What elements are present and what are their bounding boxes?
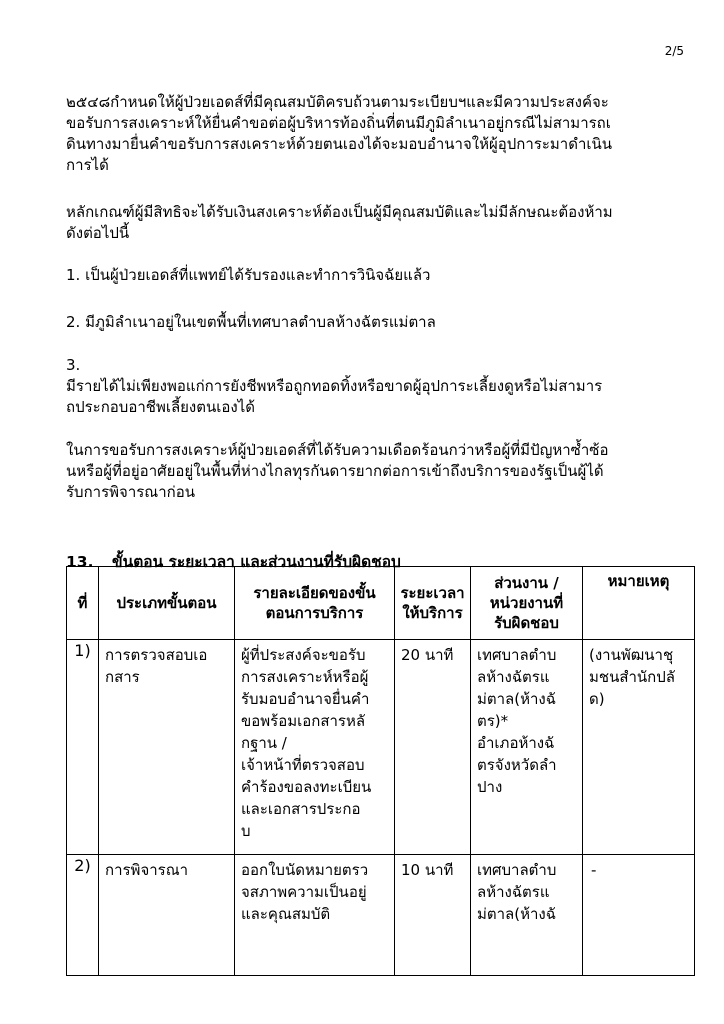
paragraph-priority [66,440,686,503]
text-line: ในการขอรับการสงเคราะห์ผู้ป่วยเอดส์ที่ได้รับความเดือดร้อนกว่าหรือผู้ที่มีปัญหาซ้ำซ้อ [66,441,609,459]
text-line: ๒๕๔๘กำหนดให้ผู้ป่วยเอดส์ที่มีคุณสมบัติครบถ้วนตามระเบียบฯและมีความประสงค์จะ [66,93,609,111]
paragraph-criteria [66,202,686,244]
cell-line: 10 นาที [401,861,454,879]
cell-line: ออกใบนัดหมายตรว [241,861,369,879]
row-number: 1) [74,641,91,660]
header-line: ระยะเวลา [400,584,465,602]
header-step-detail [235,567,395,640]
cell-step-type [99,640,235,855]
cell-line: จสภาพความเป็นอยู่ [241,883,367,901]
cell-line: อำเภอห้างฉั [477,734,555,752]
cell-responsible-unit [471,640,583,855]
header-line: รับผิดชอบ [494,614,559,632]
text-line: ถประกอบอาชีพเลี้ยงตนเองได้ [66,398,256,416]
cell-line: ลห้างฉัตรแ [477,668,550,686]
section-title: ขั้นตอน ระยะเวลา และส่วนงานที่รับผิดชอบ [112,553,401,571]
cell-line: - [591,861,597,879]
text-line: การได้ [66,156,109,174]
header-duration [395,567,471,640]
cell-line: เทศบาลตำบ [477,646,557,664]
cell-line: มชนสำนักปลั [589,668,675,686]
text-line: ดังต่อไปนี้ [66,224,130,242]
cell-step-detail [235,640,395,855]
header-line: ส่วนงาน / [494,574,559,592]
section-number: 13. [66,553,94,571]
header-line: หมายเหตุ [607,572,670,590]
cell-line: 20 นาที [401,646,454,664]
header-responsible-unit [471,567,583,640]
cell-line: การตรวจสอบเอ [105,646,208,664]
header-line: ประเภทขั้นตอน [116,594,217,612]
cell-line: ตรจังหวัดลำ [477,756,557,774]
cell-line: ตร)* [477,712,509,730]
cell-responsible-unit [471,855,583,976]
text-line: ดินทางมายื่นคำขอรับการสงเคราะห์ด้วยตนเองได้จะมอบอำนาจให้ผู้อุปการะมาดำเนิน [66,135,613,153]
cell-duration [395,855,471,976]
header-line: ที่ [77,594,88,612]
cell-line: (งานพัฒนาชุ [589,646,674,664]
cell-line: คำร้องขอลงทะเบียน [241,778,372,796]
cell-line: ม่ตาล(ห้างฉั [477,905,556,923]
page-number: 2/5 [664,44,684,58]
header-remark [583,567,695,640]
cell-line: และเอกสารประกอ [241,800,361,818]
text-line: 3. [66,356,81,374]
cell-line: ผู้ที่ประสงค์จะขอรับ [241,646,366,664]
text-line: รับการพิจารณาก่อน [66,483,195,501]
cell-no [67,640,99,855]
cell-line: ม่ตาล(ห้างฉั [477,690,556,708]
table-row [67,640,695,855]
table-header-row [67,567,695,640]
header-no [67,567,99,640]
cell-no [67,855,99,976]
header-line: ให้บริการ [402,604,463,622]
cell-line: เทศบาลตำบ [477,861,557,879]
cell-line: เจ้าหน้าที่ตรวจสอบ [241,756,365,774]
header-line: ตอนการบริการ [265,604,364,622]
text-line: มีรายได้ไม่เพียงพอแก่การยังชีพหรือถูกทอดทิ้งหรือขาดผู้อุปการะเลี้ยงดูหรือไม่สามาร [66,377,603,395]
criteria-item-3 [66,355,686,418]
text-line: 2. มีภูมิลำเนาอยู่ในเขตพื้นที่เทศบาลตำบลห้างฉัตรแม่ตาล [66,313,436,331]
text-line: นหรือผู้ที่อยู่อาศัยอยู่ในพื้นที่ห่างไกลทุรกันดารยากต่อการเข้าถึงบริการของรัฐเป็นผู้ได้ [66,462,604,480]
criteria-item-1 [66,265,686,286]
cell-line: ขอพร้อมเอกสารหลั [241,712,366,730]
cell-line: รับมอบอำนาจยื่นคำ [241,690,370,708]
paragraph-intro [66,92,686,176]
text-line: 1. เป็นผู้ป่วยเอดส์ที่แพทย์ได้รับรองและทำการวินิจฉัยแล้ว [66,266,431,284]
cell-line: ปาง [477,778,503,796]
cell-line: กฐาน / [241,734,287,752]
cell-duration [395,640,471,855]
cell-line: และคุณสมบัติ [241,905,331,923]
cell-step-detail [235,855,395,976]
steps-table [66,566,695,976]
cell-line: กสาร [105,668,140,686]
cell-line: บ [241,822,251,840]
cell-line: ด) [589,690,605,708]
cell-line: การสงเคราะห์หรือผู้ [241,668,369,686]
cell-line: การพิจารณา [105,861,189,879]
row-number: 2) [74,856,91,875]
cell-step-type [99,855,235,976]
cell-line: ลห้างฉัตรแ [477,883,550,901]
cell-remark [583,640,695,855]
header-step-type [99,567,235,640]
text-line: หลักเกณฑ์ผู้มีสิทธิจะได้รับเงินสงเคราะห์ต้องเป็นผู้มีคุณสมบัติและไม่มีลักษณะต้องห้าม [66,203,613,221]
table-row [67,855,695,976]
text-line: ขอรับการสงเคราะห์ให้ยื่นคำขอต่อผู้บริหารท้องถิ่นที่ตนมีภูมิลำเนาอยู่กรณีไม่สามารถเ [66,114,611,132]
header-line: หน่วยงานที่ [489,594,564,612]
criteria-item-2 [66,312,686,333]
header-line: รายละเอียดของขั้น [253,584,376,602]
cell-remark [583,855,695,976]
